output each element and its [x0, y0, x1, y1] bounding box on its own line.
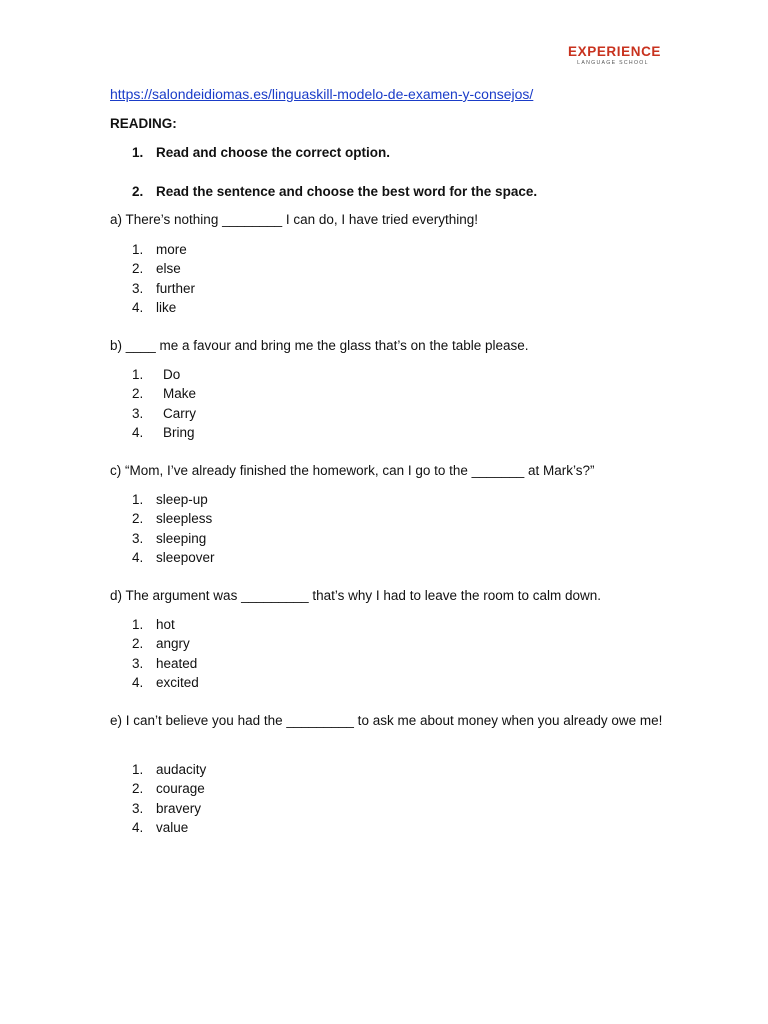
option: 4. like	[132, 299, 177, 315]
option: 2. angry	[132, 636, 190, 652]
option: 2. Make	[132, 386, 197, 402]
option: 1. Do	[132, 367, 181, 382]
option: 3. sleeping	[132, 530, 207, 546]
options-e	[132, 760, 206, 837]
option: 1. hot	[132, 617, 175, 632]
option: 4. excited	[132, 674, 199, 690]
question-e: e) I can’t believe you had the _________ to ask me about money when you already owe me!	[110, 713, 663, 728]
option: 1. more	[132, 242, 187, 257]
option: 1. sleep-up	[132, 492, 208, 507]
question-b: b) ____ me a favour and bring me the glass that’s on the table please.	[110, 338, 529, 353]
logo-sub-text: LANGUAGE SCHOOL	[577, 60, 649, 66]
option: 3. Carry	[132, 405, 196, 421]
instruction-1: 1. Read and choose the correct option.	[132, 145, 391, 160]
question-a: a) There’s nothing ________ I can do, I have tried everything!	[110, 212, 479, 227]
options-a	[132, 240, 195, 317]
option: 4. Bring	[132, 424, 195, 440]
instruction-2: 2. Read the sentence and choose the best word for the space.	[132, 184, 538, 199]
question-c: c) “Mom, I’ve already finished the homework, can I go to the _______ at Mark’s?”	[110, 463, 595, 478]
school-logo	[568, 44, 662, 72]
option: 4. sleepover	[132, 549, 215, 565]
option: 2. sleepless	[132, 511, 213, 527]
options-b	[132, 365, 196, 442]
options-d	[132, 615, 199, 692]
logo-main-text: EXPERIENCE	[568, 44, 662, 59]
option: 3. bravery	[132, 800, 202, 816]
option: 1. audacity	[132, 762, 207, 777]
option: 4. value	[132, 819, 189, 835]
section-heading: READING:	[110, 116, 177, 131]
options-c	[132, 490, 215, 567]
question-d: d) The argument was _________ that’s why I had to leave the room to calm down.	[110, 588, 602, 603]
source-link[interactable]: https://salondeidiomas.es/linguaskill-modelo-de-examen-y-consejos/	[110, 86, 534, 102]
option: 2. else	[132, 261, 181, 277]
option: 2. courage	[132, 781, 205, 797]
option: 3. heated	[132, 655, 198, 671]
option: 3. further	[132, 280, 196, 296]
